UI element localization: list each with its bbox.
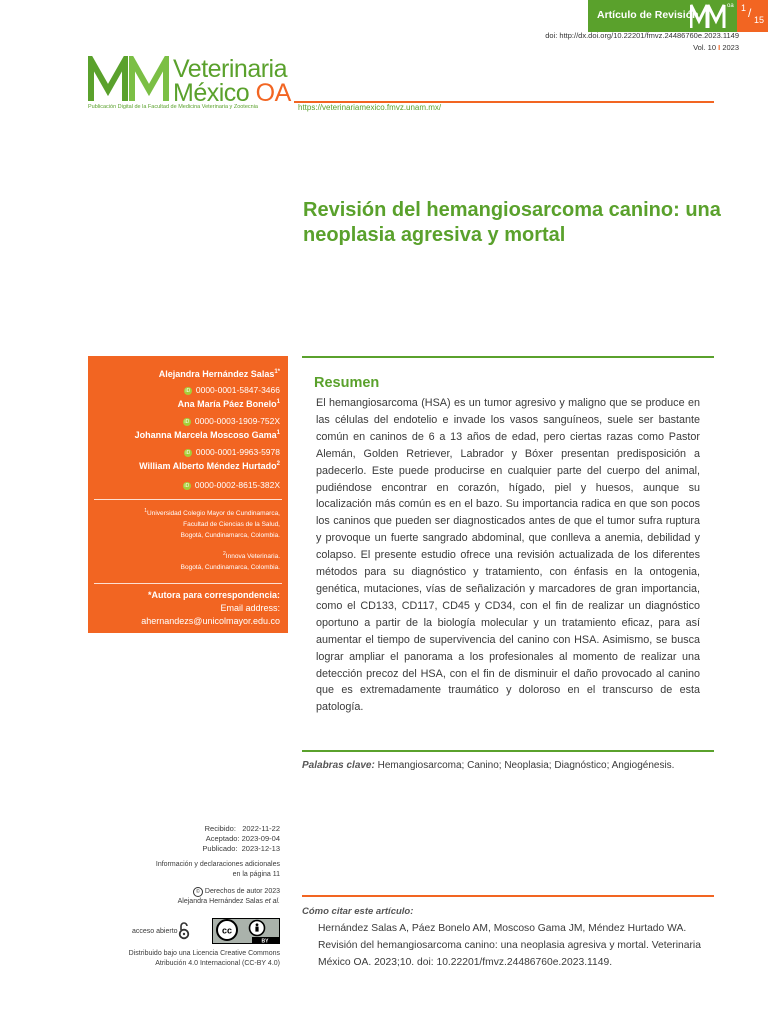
correspondence: *Autora para correspondencia: Email address: ahernandezs@unicolmayor.edu.co [141, 590, 280, 626]
published-date: Publicado: 2023-12-13 [202, 844, 280, 853]
additional-info-note: Información y declaraciones adicionales en la página 11 [155, 861, 280, 878]
journal-name-line1: Veterinaria [173, 55, 288, 83]
volume-separator: I [718, 43, 721, 52]
article-type-label: Artículo de Revisión [597, 9, 699, 21]
author-box [88, 356, 288, 633]
keywords-text: Hemangiosarcoma; Canino; Neoplasia; Diagnóstico; Angiogénesis. [377, 760, 675, 771]
journal-url-link[interactable]: https://veterinariamexico.fmvz.unam.mx/ [298, 103, 442, 112]
year: 2023 [722, 43, 739, 52]
page-separator: / [748, 6, 752, 20]
banner-oa-text: oa [727, 3, 734, 9]
open-access-lock-icon [178, 922, 190, 940]
received-date: Recibido: 2022-11-22 [204, 824, 280, 833]
citation-rule [302, 895, 714, 897]
page-current: 1 [741, 3, 747, 13]
page-total: 15 [754, 15, 765, 25]
author-name: Alejandra Hernández Salas$^{1*}$ [158, 369, 280, 379]
orcid-icon: iD [184, 418, 190, 425]
orcid-link[interactable]: iD 0000-0003-1909-752X [184, 416, 280, 426]
volume: Vol. 10 [693, 43, 717, 52]
author-name: William Alberto Méndez Hurtado$^2$ [139, 461, 280, 471]
correspondence-email-link[interactable]: ahernandezs@unicolmayor.edu.co [141, 616, 280, 626]
journal-name-mexico: México [173, 79, 250, 107]
copyright-icon: © [193, 887, 203, 897]
journal-name-oa: OA [255, 79, 291, 107]
volume-line [693, 43, 739, 52]
abstract-heading: Resumen [314, 375, 380, 391]
author-box-divider [94, 499, 282, 500]
author-name: Johanna Marcela Moscoso Gama$^1$ [134, 430, 280, 440]
orcid-icon: iD [185, 449, 191, 456]
copyright-note: © Derechos de autor 2023 Alejandra Hernández Salas et al. [177, 888, 280, 905]
article-title: Revisión del hemangiosarcoma canino: una neoplasia agresiva y mortal [303, 199, 721, 246]
doi-line[interactable]: doi: http://dx.doi.org/10.22201/fmvz.24486760e.2023.1149 [545, 31, 739, 40]
cc-text: cc [221, 925, 233, 936]
citation-label: Cómo citar este artículo: [302, 906, 414, 917]
orcid-icon: iD [185, 387, 191, 394]
abstract-bottom-rule [302, 750, 714, 752]
journal-logo-icon [88, 56, 172, 102]
cc-by-text-layer [212, 918, 280, 944]
affiliation-2: $^2$Innova Veterinaria. Bogotá, Cundinamarca, Colombia. [180, 551, 280, 572]
journal-mini-logo-icon [690, 3, 726, 29]
orcid-icon: iD [184, 482, 190, 489]
abstract-top-rule [302, 356, 714, 358]
open-access-label: acceso abierto [132, 928, 178, 935]
accepted-date: Aceptado: 2023-09-04 [205, 834, 280, 843]
orcid-link[interactable]: iD 0000-0001-9963-5978 [185, 447, 280, 457]
orcid-link[interactable]: iD 0000-0002-8615-382X [184, 480, 280, 490]
keywords [302, 760, 722, 771]
author-box-divider [94, 583, 282, 584]
affiliation-1: $^1$Universidad Colegio Mayor de Cundinamarca, Facultad de Ciencias de la Salud, Bogotá, Cundinamarca, Colombia. [144, 508, 280, 540]
orcid-link[interactable]: iD 0000-0001-5847-3466 [185, 385, 280, 395]
journal-subtitle: Publicación Digital de la Facultad de Medicina Veterinaria y Zootecnia [88, 104, 258, 110]
license-note: Distribuido bajo una Licencia Creative Commons Atribución 4.0 Internacional (CC-BY 4.0) [128, 950, 280, 967]
citation-text: Hernández Salas A, Páez Bonelo AM, Moscoso Gama JM, Méndez Hurtado WA. Revisión del hemangiosarcoma canino: una neoplasia agresiva y mortal. Veterinaria México OA. 2023;10. doi: 10.22201/fmvz.24486760e.2023.1149. [318, 923, 701, 968]
keywords-label: Palabras clave: [302, 760, 375, 771]
by-text: BY [261, 938, 269, 944]
author-name: Ana María Páez Bonelo$^1$ [177, 399, 280, 409]
abstract-body: El hemangiosarcoma (HSA) es un tumor agresivo y maligno que se produce en las células del endotelio e invade los vasos sanguíneos, suele ser bastante común en caninos de 6 a 13 años de edad, pero ciertas razas como Pastor Alemán, Golden Retriever, Labrador y Bóxer presentan predisposición a padecerlo. Este puede producirse en cualquier parte del cuerpo del animal, pudiéndose encontrar en corazón, hígado, piel y huesos, aunque su localización más común es en el bazo. Su importancia radica en que son pocos los caninos que pueden ser diagnosticados antes de que el tumor sufra ruptura y provoque un fuerte sangrado abdominal, que conlleva a anemia, debilidad y colapso. El presente estudio ofrece una revisión actualizada de los diferentes métodos para su diagnóstico y tratamiento, con énfasis en la ontogenia, genética, mutaciones, vías de señalización y marcadores de gran importancia, como el CD133, CD117, CD45 y CD34, con el fin de realizar un diagnóstico oportuno a partir de la biología molecular y un tratamiento eficaz, para así aumentar el tiempo de supervivencia del canino con HSA. Asimismo, se busca lograr ampliar el panorama a los profesionales al momento de realizar una detección precoz del HSA, con el fin de disminuir el daño provocado al canino que es extremadamente traumático y doloroso en el transcurso de esta patología. [316, 397, 700, 714]
